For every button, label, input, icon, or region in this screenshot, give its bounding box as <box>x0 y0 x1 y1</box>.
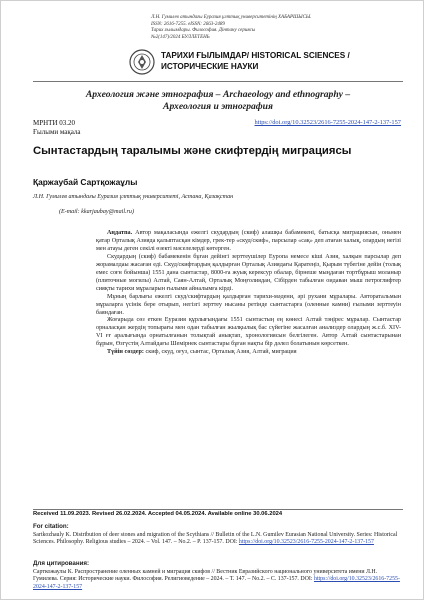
publication-dates: Received 11.09.2023. Revised 26.02.2024. Accepted 04.05.2024. Available online 30.06.2024 <box>33 511 283 517</box>
abstract-label: Аңдатпа. <box>107 230 133 236</box>
author-name: Қаржаубай Сартқожаұлы <box>33 177 138 187</box>
header-line: Тарих ғылымдары. Философия. Дінтану сериясы <box>151 28 256 33</box>
journal-series-title: ТАРИХИ ҒЫЛЫМДАР/ HISTORICAL SCIENCES / ИСТОРИЧЕСКИЕ НАУКИ <box>161 51 350 71</box>
dates-divider <box>33 509 403 510</box>
doi-link[interactable]: https://doi.org/10.32523/2616-7255-2024-147-2-137-157 <box>254 119 401 126</box>
citation-doi-link[interactable]: https://doi.org/10.32523/2616-7255-2024-147-2-137-157 <box>238 539 374 546</box>
author-email[interactable]: (E-mail: kkarjaubay@mail.ru) <box>59 209 134 215</box>
abstract-paragraph: Жоғарыда сөз еткен Еуразия құрлығындағы 1551 сынтастың ең көнесі Алтай тәңірес мұралар. Сынтастар орналасқан жердің топырағы мен одан табылған жылқылық бас сүйегіне жасалған анализдер олардың ж.с.б. XIV-VI ғғ аралығында орнатылғанын толықтай анықтап, хронологиясын белгілеген. Автор Алтай сынтастарынан бұрын, Өзгүстің Алтайдағы Шемірнек сынтастары бұған нақты бір дәлел болатынын көрсеткен. <box>96 317 401 348</box>
article-type: Ғылыми мақала <box>33 128 81 136</box>
journal-header-info <box>151 15 401 41</box>
header-divider <box>33 81 403 82</box>
header-line: ISSN: 2616-7255. eISSN: 2663-2489 <box>151 21 225 27</box>
keywords-label: Түйін сөздер: <box>107 349 144 356</box>
citation-text: Sartkozhauly K. Distribution of deer stones and migration of the Scythians // Bulletin of the L.N. Gumilev Eurasian National University. Series: Historical Sciences. Philosophy. Religious studies – 2024. – Vol. 147. – No.2. – P. 137-157. DOI: https://doi.org/10.32523/2616-7255-2024-147-2-137-157 <box>33 531 398 546</box>
article-title: Сынтастардың таралымы және скифтердің миграциясы <box>33 145 352 157</box>
abstract <box>96 230 401 357</box>
section-heading: Археология және этнография – Archaeology and ethnography – Археология и этнография <box>85 89 351 112</box>
header-line: Л.Н. Гумилев атындағы Еуразия ұлттық университетінің ХАБАРШЫСЫ. <box>151 15 312 20</box>
abstract-paragraph: Мұның барлығы ежелгі скуд/скифтардың қалдырған тарихи-мәдени, әрі рухани мұралары. Авторатальмын мұраларга үсінік бере отырып, негізгі зерттеу нысаны ретінде сынтастарға (оленные камни) ғылыми зерттеуін баяндаған. <box>96 293 401 316</box>
keywords: Түйін сөздер: скиф, скуд, оғуз, сынтас, Орталық Азия, Алтай, миграция <box>107 349 297 356</box>
header-line: №2(147)/2024 БУЛЛЕТЕНЬ <box>151 34 210 40</box>
citation-english <box>33 523 403 547</box>
university-emblem-icon <box>129 49 155 75</box>
author-affiliation: Л.Н. Гумилев атындағы Еуразия ұлттық университеті, Астана, Қазақстан <box>33 194 234 200</box>
citation-doi-link[interactable]: https://doi.org/10.32523/2616-7255-2024-147-2-137-157 <box>33 576 400 590</box>
citation-text: Сарткожаулы К. Распространение оленных камней и миграция скифов // Вестник Евразийского национального университета имени Л.Н. Гумилева. Серия: Исторические науки. Философия. Религиоведение – 2024. – Т. 147. – No.2. – С. 137-157. DOI: https://doi.org/10.32523/2616-7255-2024-147-2-137-157 <box>33 568 400 590</box>
citation-heading: Для цитирования: <box>33 560 90 567</box>
citation-heading: For citation: <box>33 523 69 530</box>
abstract-paragraph: Скудардың (скиф) бабамекенін бұған дейінгі зерттеушілер Еуропа немесе кіші Азия, халқын парсылар деп жорамалдаы жасаған еді. Скуд/скифтардың қалдырған Орталық Азиядағы Қаратеңіз, Қырым түбегіне дейін (толық емес соғн бойынша) 1551 дана сынтастар, 8000-ға жуық керексур обалар, бірнеше мыңдаған тортбұрыш моланыр (плиточные могилы) Алтай, Саян-Алтай, Орталық Моңғолиядан, Сібірден табылған оидаван мыш петроглифтер сияқты тарихи мұраларын ғылыми айналымға кірді. <box>96 253 401 292</box>
abstract-paragraph: Аңдатпа. Автор мақаласында ежелгі скудардың (скиф) алашқы бабамекені, батысқа миграциясын, оньмен қатар Орталық Азияда қалыптасқан кімдер, грек-тер «скуд/скиф», парсылар «сақ» деп атаған халық, олардың негізі мен атауы деген секілі өзекті мәселелерді көтерген. <box>96 230 401 252</box>
citation-russian <box>33 560 403 591</box>
mrnti-code: МРНТИ 03.20 <box>33 119 76 127</box>
